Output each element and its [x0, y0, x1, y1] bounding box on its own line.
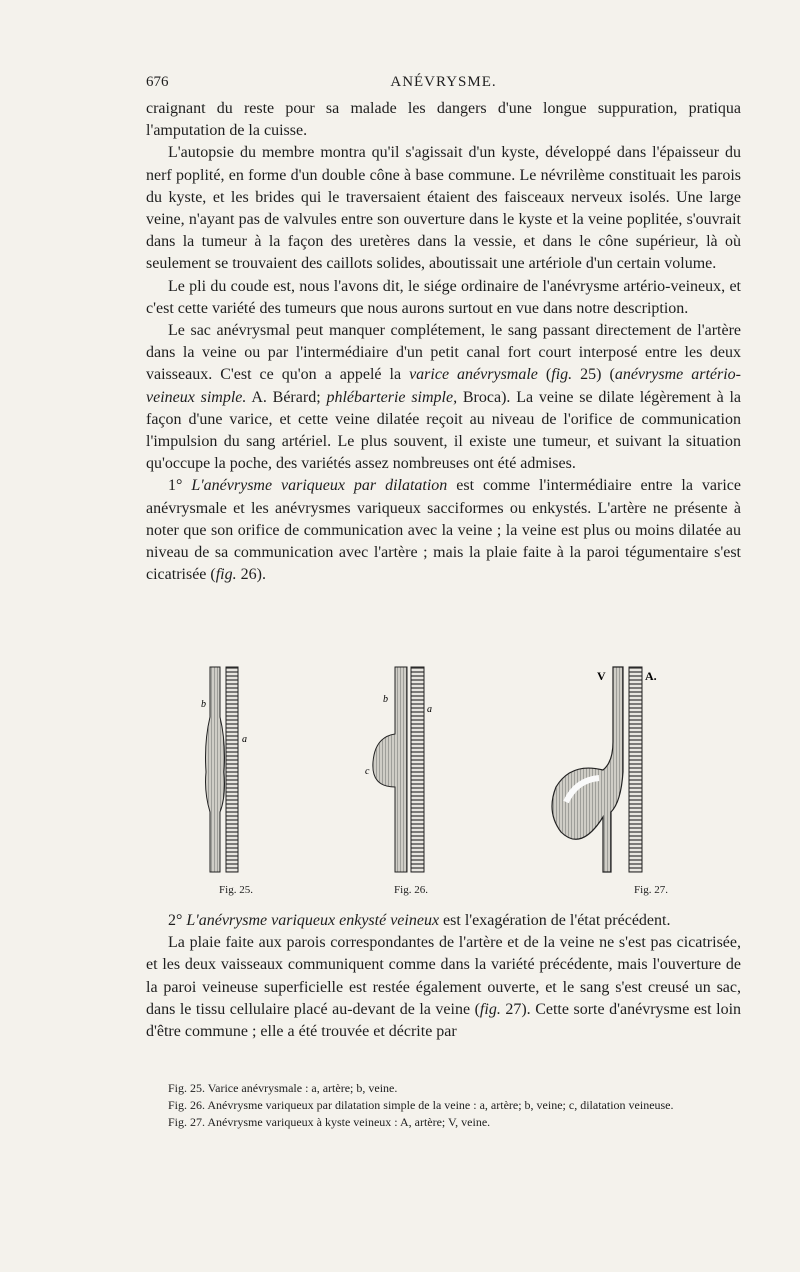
running-title: ANÉVRYSME.	[390, 74, 497, 90]
paragraph: craignant du reste pour sa malade les dangers d'une longue suppuration, pratiqua l'amputation de la cuisse.	[146, 100, 741, 140]
footnote: Fig. 26. Anévrysme variqueux par dilatation simple de la veine : a, artère; b, veine; c, dilatation veineuse.	[168, 1098, 674, 1112]
anevrysme-par-dilatation-illustration	[361, 662, 461, 877]
figure-27	[541, 662, 691, 896]
label-a: a	[242, 734, 247, 745]
paragraph: L'autopsie du membre montra qu'il s'agissait d'un kyste, développé dans l'épaisseur du nerf poplité, en forme d'un double cône à base commune. Le névrilème constituait les parois du kyste, et les brides qui le traversaient étaient des faisceaux nerveux isolés. Une large veine, n'ayant pas de valvules entre son ouverture dans le kyste et la veine poplitée, s'ouvrait dans la tumeur à la façon des uretères dans la vessie, et dans le cône supérieur, là où seulement se trouvaient des caillots solides, aboutissait une artériole d'un certain volume.	[146, 144, 741, 273]
running-header	[146, 74, 741, 96]
label-b: b	[383, 694, 388, 705]
figure-26	[361, 662, 461, 896]
anevrysme-kyste-veineux-illustration	[541, 662, 691, 877]
footnote: Fig. 27. Anévrysme variqueux à kyste veineux : A, artère; V, veine.	[168, 1115, 491, 1129]
paragraph: 1° L'anévrysme variqueux par dilatation est comme l'intermédiaire entre la varice anévrysmale et les anévrysmes variqueux sacciformes ou enkystés. L'artère ne présente à noter que son orifice de communication avec la veine ; la veine est plus ou moins dilatée au niveau de sa communication avec l'artère ; mais la plaie faite à la paroi tégumentaire s'est cicatrisée (fig. 26).	[146, 477, 741, 584]
paragraph: Le sac anévrysmal peut manquer complétement, le sang passant directement de l'artère dans la veine ou par l'intermédiaire d'un petit canal fort court interposé entre les deux vaisseaux. C'est ce qu'on a appelé la varice anévrysmale (fig. 25) (anévrysme artério-veineux simple. A. Bérard; phlébarterie simple, Broca). La veine se dilate légèrement à la façon d'une varice, et cette veine dilatée reçoit au niveau de l'orifice de communication l'impulsion du sang artériel. Le plus souvent, il existe une tumeur, et suivant la situation qu'occupe la poche, des variétés assez nombreuses ont été admises.	[146, 322, 742, 473]
figure-caption: Fig. 26.	[394, 884, 428, 896]
footnote: Fig. 25. Varice anévrysmale : a, artère; b, veine.	[168, 1081, 398, 1095]
figure-caption: Fig. 27.	[634, 884, 668, 896]
figure-caption: Fig. 25.	[219, 884, 253, 896]
label-v: V	[597, 669, 606, 683]
label-a: a	[427, 704, 432, 715]
paragraph: 2° L'anévrysme variqueux enkysté veineux est l'exagération de l'état précédent.	[168, 912, 671, 929]
figure-row	[146, 662, 741, 904]
paragraph: Le pli du coude est, nous l'avons dit, le siége ordinaire de l'anévrysme artério-veineux, et c'est cette variété des tumeurs que nous aurons surtout en vue dans notre description.	[146, 277, 741, 317]
footnotes	[146, 1080, 756, 1131]
label-b: b	[201, 699, 206, 710]
body-text-bottom	[146, 910, 741, 1043]
paragraph: La plaie faite aux parois correspondantes de l'artère et de la veine ne s'est pas cicatrisée, et les deux vaisseaux communiquent comme dans la variété précédente, mais l'ouverture de la paroi veineuse superficielle est restée également ouverte, et le sang s'est creusé un sac, dans le tissu cellulaire placé au-devant de la veine (fig. 27). Cette sorte d'anévrysme est loin d'être commune ; elle a été trouvée et décrite par	[146, 934, 742, 1041]
varice-anevrysmale-illustration	[196, 662, 276, 877]
label-c: c	[365, 766, 370, 777]
body-text-top	[146, 98, 741, 586]
page-number: 676	[146, 74, 169, 90]
figure-25	[196, 662, 276, 896]
label-a: A.	[645, 669, 657, 683]
